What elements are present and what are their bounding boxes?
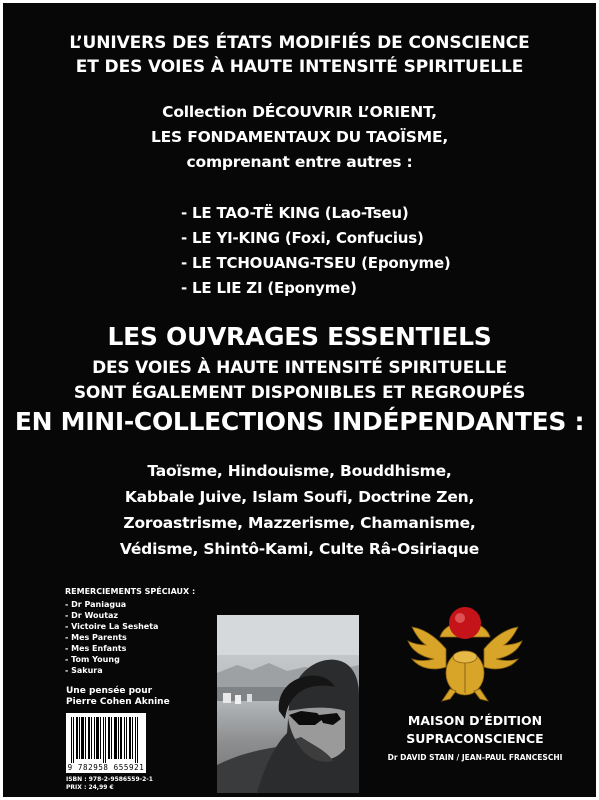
collection-line-1: Collection DÉCOUVRIR L’ORIENT,	[162, 103, 437, 121]
portrait-illustration-icon	[217, 615, 359, 793]
dedication-line-1: Une pensée pour	[66, 686, 153, 696]
collection-item: - LE TAO-TË KING (Lao-Tseu)	[181, 204, 409, 222]
collection-item: - LE LIE ZI (Eponyme)	[181, 279, 357, 297]
thanks-name: - Sakura	[65, 666, 103, 675]
ouvrages-title: LES OUVRAGES ESSENTIELS	[107, 322, 492, 351]
thanks-name: - Mes Parents	[65, 633, 127, 642]
thanks-name: - Dr Woutaz	[65, 611, 119, 620]
publisher-authors: Dr DAVID STAIN / JEAN-PAUL FRANCESCHI	[387, 753, 563, 762]
thanks-name: - Mes Enfants	[65, 644, 127, 653]
collection-line-2: LES FONDAMENTAUX DU TAOÏSME,	[150, 128, 449, 146]
traditions-line: Kabbale Juive, Islam Soufi, Doctrine Zen,	[124, 488, 475, 506]
traditions-line: Zoroastrisme, Mazzerisme, Chamanisme,	[123, 514, 476, 532]
thanks-name: - Dr Paniagua	[65, 600, 127, 609]
ouvrages-line-2: DES VOIES À HAUTE INTENSITÉ SPIRITUELLE	[92, 358, 507, 378]
ouvrages-line-4: EN MINI-COLLECTIONS INDÉPENDANTES :	[14, 407, 585, 436]
collection-line-3: comprenant entre autres :	[186, 153, 413, 171]
thanks-name: - Victoire La Sesheta	[65, 622, 159, 631]
header-line-1: L’UNIVERS DES ÉTATS MODIFIÉS DE CONSCIENCE	[69, 33, 530, 53]
winged-scarab-emblem	[406, 597, 524, 705]
scarab-icon	[406, 597, 524, 705]
traditions-line: Taoïsme, Hindouisme, Bouddhisme,	[147, 462, 452, 480]
barcode-digits: 9 782958 655921	[67, 763, 145, 772]
dedication-line-2: Pierre Cohen Aknine	[66, 697, 170, 707]
author-portrait-photo	[217, 615, 359, 793]
collection-item: - LE TCHOUANG-TSEU (Eponyme)	[181, 254, 451, 272]
thanks-title: REMERCIEMENTS SPÉCIAUX :	[65, 587, 196, 596]
ouvrages-line-3: SONT ÉGALEMENT DISPONIBLES ET REGROUPÉS	[73, 383, 526, 403]
price-text: PRIX : 24,99 €	[66, 784, 114, 791]
back-cover	[3, 3, 596, 797]
barcode	[66, 713, 146, 773]
collection-item: - LE YI-KING (Foxi, Confucius)	[181, 229, 424, 247]
barcode-bars-icon	[66, 715, 146, 765]
publisher-line-2: SUPRACONSCIENCE	[406, 731, 544, 746]
isbn-text: ISBN : 978-2-9586559-2-1	[66, 776, 153, 783]
header-line-2: ET DES VOIES À HAUTE INTENSITÉ SPIRITUELLE	[75, 57, 524, 77]
publisher-line-1: MAISON D’ÉDITION	[407, 713, 543, 728]
thanks-name: - Tom Young	[65, 655, 120, 664]
traditions-line: Védisme, Shintô-Kami, Culte Râ-Osiriaque	[119, 540, 480, 558]
